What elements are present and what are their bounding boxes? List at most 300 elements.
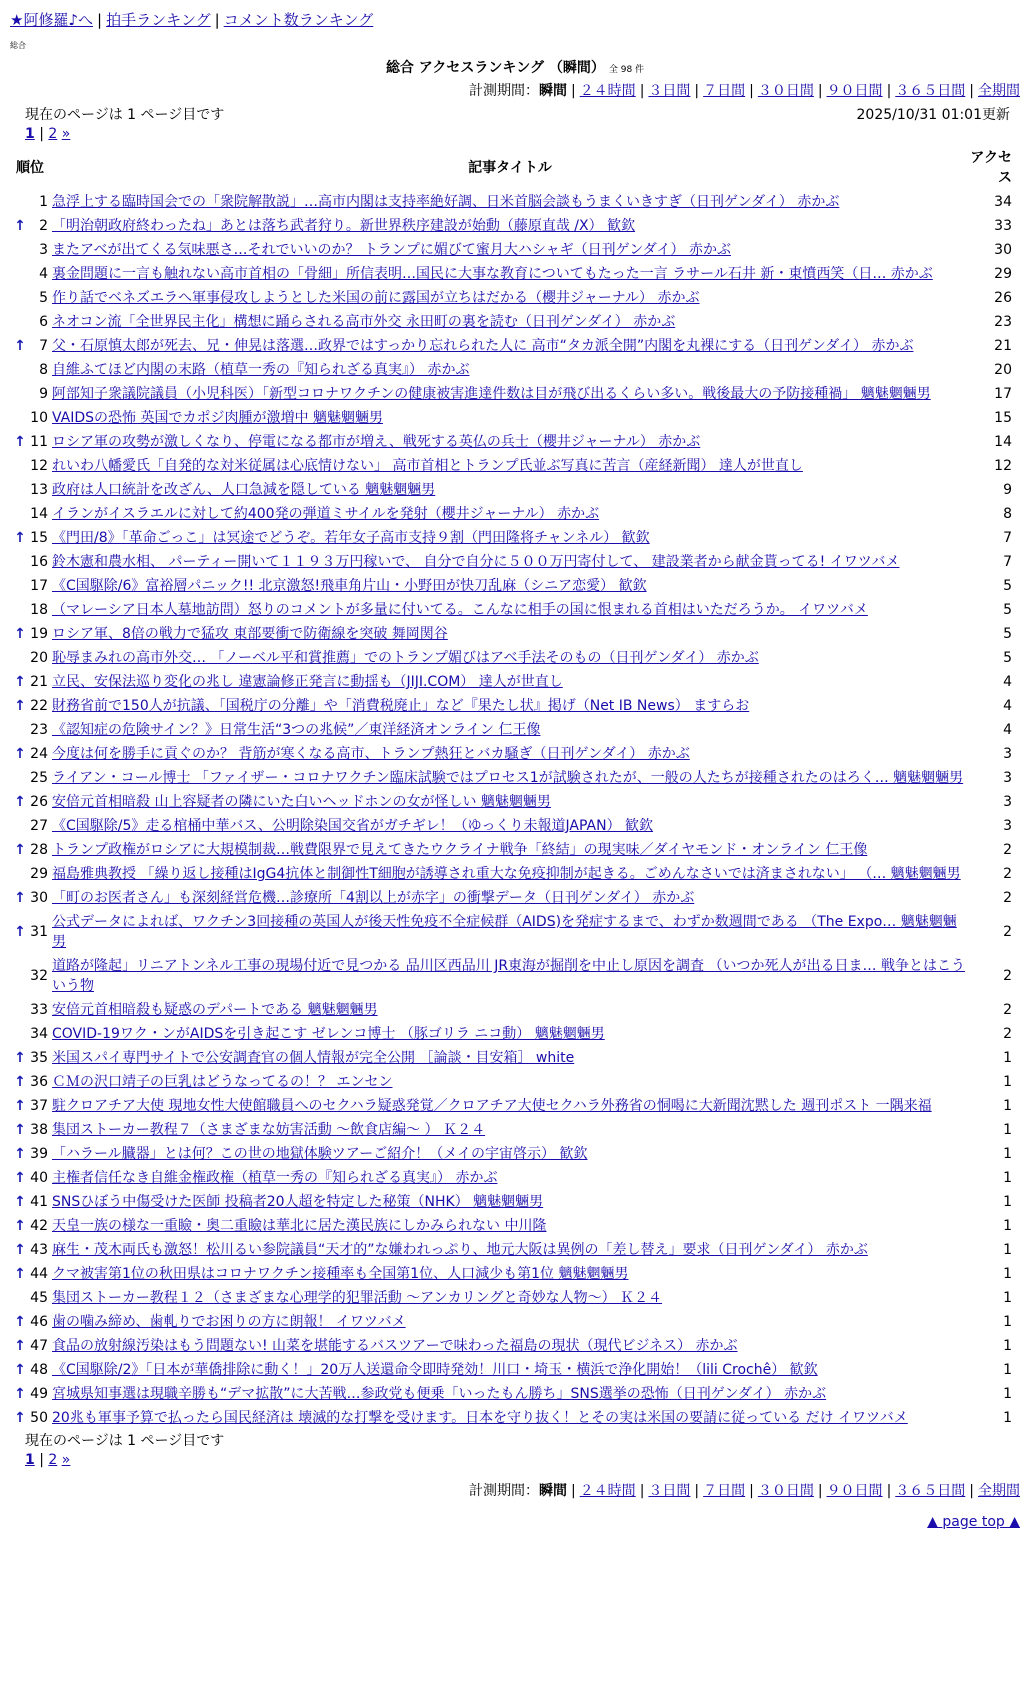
ranking-table xyxy=(10,146,1026,1430)
rank-number: 23 xyxy=(30,722,48,738)
rank-change-cell xyxy=(10,1214,30,1238)
access-count: 2 xyxy=(1003,842,1012,858)
rank-number: 43 xyxy=(30,1242,48,1258)
rank-change-cell xyxy=(10,190,30,214)
access-count: 1 xyxy=(1003,1410,1012,1426)
pager-separator: | xyxy=(39,126,44,142)
table-row xyxy=(10,478,1026,502)
article-link[interactable]: 立民、安保法巡り変化の兆し 違憲論修正発言に動揺も（JIJI.COM） 達人が世直し xyxy=(52,674,563,690)
article-link[interactable]: 「ハラール臓器」とは何？この世の地獄体験ツアーご紹介！（メイの宇宙啓示） 歓欽 xyxy=(52,1146,588,1162)
rank-change-cell xyxy=(10,1118,30,1142)
table-row xyxy=(10,814,1026,838)
access-count: 5 xyxy=(1003,650,1012,666)
rank-header: 順位 xyxy=(16,160,44,176)
up-arrow-icon: ↑ xyxy=(14,434,26,450)
access-count: 2 xyxy=(1003,924,1012,940)
access-count: 21 xyxy=(994,338,1012,354)
access-count: 9 xyxy=(1003,482,1012,498)
period-separator: | xyxy=(886,1483,892,1499)
title-cell xyxy=(50,998,970,1022)
rank-number: 49 xyxy=(30,1386,48,1402)
article-link[interactable]: 安倍元首相暗殺も疑惑のデパートである 魑魅魍魎男 xyxy=(52,1002,378,1018)
period-link[interactable]: ７日間 xyxy=(703,83,746,99)
up-arrow-icon: ↑ xyxy=(14,218,26,234)
article-link[interactable]: 道路が隆起」リニアトンネル工事の現場付近で見つかる 品川区西品川 JR東海が掘削を中止し原因を調査 （いつか死人が出る日ま… 戦争とはこういう物 xyxy=(52,958,965,994)
table-row xyxy=(10,526,1026,550)
rank-change-cell xyxy=(10,954,30,998)
article-link[interactable]: 安倍元首相暗殺 山上容疑者の隣にいた白いヘッドホンの女が怪しい 魑魅魍魎男 xyxy=(52,794,551,810)
period-separator: | xyxy=(969,83,974,99)
period-link[interactable]: ９０日間 xyxy=(826,1483,883,1499)
rank-change-cell xyxy=(10,1334,30,1358)
up-arrow-icon: ↑ xyxy=(14,1194,26,1210)
table-row xyxy=(10,310,1026,334)
rank-change-cell xyxy=(10,1166,30,1190)
up-arrow-icon: ↑ xyxy=(14,1170,26,1186)
rank-change-cell xyxy=(10,430,30,454)
article-link[interactable]: VAIDSの恐怖 英国でカポジ肉腫が激増中 魑魅魍魎男 xyxy=(52,410,383,426)
next-page-link[interactable]: » xyxy=(61,1452,71,1468)
rank-change-cell xyxy=(10,1046,30,1070)
period-link[interactable]: ３日間 xyxy=(648,1483,691,1499)
up-arrow-icon: ↑ xyxy=(14,746,26,762)
rank-number: 35 xyxy=(30,1050,48,1066)
access-count: 12 xyxy=(994,458,1012,474)
title-cell xyxy=(50,1238,970,1262)
rank-change-cell xyxy=(10,1382,30,1406)
article-link[interactable]: 20兆も軍事予算で払ったら国民経済は 壊滅的な打撃を受けます。日本を守り抜く！とその実は米国の要請に従っている だけ イワツバメ xyxy=(52,1410,908,1426)
category-label: 総合 xyxy=(10,41,26,50)
title-cell xyxy=(50,814,970,838)
access-count: 3 xyxy=(1003,818,1012,834)
ranking-title-text: 総合 アクセスランキング （瞬間） xyxy=(385,60,605,76)
article-link[interactable]: ライアン・コール博士 「ファイザー・コロナワクチン臨床試験ではプロセス1が試験されたが、一般の人たちが接種されたのはろく… 魑魅魍魎男 xyxy=(52,770,964,786)
article-link[interactable]: またアベが出てくる気味悪さ…それでいいのか？ トランプに媚びて蜜月大ハシャギ（日刊ゲンダイ） 赤かぶ xyxy=(52,242,731,258)
page-2-link[interactable]: 2 xyxy=(48,1452,58,1468)
page-info-bar-bottom xyxy=(10,1432,1020,1450)
table-row xyxy=(10,1382,1026,1406)
access-count: 1 xyxy=(1003,1122,1012,1138)
rank-number: 27 xyxy=(30,818,48,834)
access-count: 1 xyxy=(1003,1362,1012,1378)
period-link[interactable]: ３０日間 xyxy=(757,1483,814,1499)
period-separator: | xyxy=(817,83,823,99)
access-count: 17 xyxy=(994,386,1012,402)
title-cell xyxy=(50,646,970,670)
rank-change-cell xyxy=(10,670,30,694)
access-count: 1 xyxy=(1003,1338,1012,1354)
rank-number: 25 xyxy=(30,770,48,786)
article-link[interactable]: 阿部知子衆議院議員（小児科医）「新型コロナワクチンの健康被害進達件数は目が飛び出るくらい多い。戦後最大の予防接種禍」 魑魅魍魎男 xyxy=(52,386,931,402)
article-link[interactable]: ロシア軍の攻勢が激しくなり、停電になる都市が増え、戦死する英仏の兵士（櫻井ジャーナル） 赤かぶ xyxy=(52,434,701,450)
title-cell xyxy=(50,1190,970,1214)
rank-number: 47 xyxy=(30,1338,48,1354)
article-link[interactable]: 作り話でベネズエラへ軍事侵攻しようとした米国の前に露国が立ちはだかる（櫻井ジャーナル） 赤かぶ xyxy=(52,290,700,306)
table-row xyxy=(10,1238,1026,1262)
rank-change-cell xyxy=(10,814,30,838)
rank-number: 4 xyxy=(39,266,48,282)
rank-number: 32 xyxy=(30,968,48,984)
rank-change-cell xyxy=(10,998,30,1022)
article-link[interactable]: 集団ストーカー教程１２（さまざまな心理学的犯罪活動 ～アンカリングと奇妙な人物～） Ｋ２４ xyxy=(52,1290,663,1306)
up-arrow-icon: ↑ xyxy=(14,1098,26,1114)
table-row xyxy=(10,430,1026,454)
rank-change-cell xyxy=(10,358,30,382)
page-1-link[interactable]: 1 xyxy=(25,126,35,142)
rank-change-cell xyxy=(10,214,30,238)
title-cell xyxy=(50,1022,970,1046)
article-link[interactable]: 集団ストーカー教程７（さまざまな妨害活動 ～飲食店編～ ） Ｋ２４ xyxy=(52,1122,486,1138)
up-arrow-icon: ↑ xyxy=(14,338,26,354)
article-link[interactable]: トランプ政権がロシアに大規模制裁…戦費限界で見えてきたウクライナ戦争「終結」の現実味／ダイヤモンド・オンライン 仁王像 xyxy=(52,842,868,858)
up-arrow-icon: ↑ xyxy=(14,1338,26,1354)
rank-number: 45 xyxy=(30,1290,48,1306)
table-row xyxy=(10,646,1026,670)
table-row xyxy=(10,1262,1026,1286)
article-link[interactable]: 《C国駆除/6》富裕層パニック!! 北京激怒!飛車角片山・小野田が快刀乱麻（シニア恋愛） 歓欽 xyxy=(52,578,647,594)
rank-change-cell xyxy=(10,286,30,310)
access-count: 8 xyxy=(1003,506,1012,522)
period-link[interactable]: ３６５日間 xyxy=(895,83,966,99)
rank-number: 33 xyxy=(30,1002,48,1018)
article-link[interactable]: 《C国駆除/2》「日本が華僑排除に動く！」20万人送還命令即時発効！川口・埼玉・横浜で浄化開始！（lili Crochê） 歓欽 xyxy=(52,1362,818,1378)
title-cell xyxy=(50,1142,970,1166)
title-cell xyxy=(50,310,970,334)
rank-change-cell xyxy=(10,262,30,286)
table-row xyxy=(10,286,1026,310)
pagination-bottom xyxy=(10,1450,1020,1470)
article-link[interactable]: 宮城県知事選は現職辛勝も“デマ拡散”に大苦戦…参政党も便乗「いったもん勝ち」SNS選挙の恐怖（日刊ゲンダイ） 赤かぶ xyxy=(52,1386,827,1402)
period-link[interactable]: ７日間 xyxy=(703,1483,746,1499)
table-row xyxy=(10,998,1026,1022)
article-link[interactable]: 米国スパイ専門サイトで公安調査官の個人情報が完全公開 ［論談・目安箱］ white xyxy=(52,1050,575,1066)
pager-separator: | xyxy=(39,1452,44,1468)
article-link[interactable]: ロシア軍、8倍の戦力で猛攻 東部要衝で防衛線を突破 舞岡関谷 xyxy=(52,626,448,642)
title-cell xyxy=(50,1382,970,1406)
rank-number: 16 xyxy=(30,554,48,570)
title-cell xyxy=(50,766,970,790)
access-count: 33 xyxy=(994,218,1012,234)
rank-number: 13 xyxy=(30,482,48,498)
access-count: 1 xyxy=(1003,1266,1012,1282)
article-link[interactable]: 麻生・茂木両氏も激怒！松川るい参院議員“天才的”な嫌われっぷり、地元大阪は異例の「差し替え」要求（日刊ゲンダイ） 赤かぶ xyxy=(52,1242,868,1258)
article-link[interactable]: 「明治朝政府終わったね」あとは落ち武者狩り。新世界秩序建設が始動（藤原直哉 /X） 歓欽 xyxy=(52,218,636,234)
rank-number: 19 xyxy=(30,626,48,642)
table-row xyxy=(10,1022,1026,1046)
article-link[interactable]: ＣＭの沢口靖子の巨乳はどうなってるの！？ エンセン xyxy=(52,1074,393,1090)
table-row xyxy=(10,1070,1026,1094)
period-separator: | xyxy=(570,1483,576,1499)
separator: | xyxy=(97,11,103,29)
article-link[interactable]: イランがイスラエルに対して約400発の弾道ミサイルを発射（櫻井ジャーナル） 赤かぶ xyxy=(52,506,600,522)
rank-number: 3 xyxy=(39,242,48,258)
title-cell xyxy=(50,1166,970,1190)
rank-number: 42 xyxy=(30,1218,48,1234)
period-separator: | xyxy=(886,83,892,99)
rank-change-cell xyxy=(10,718,30,742)
title-cell xyxy=(50,526,970,550)
period-link[interactable]: 全期間 xyxy=(978,1483,1020,1499)
rank-number: 2 xyxy=(39,218,48,234)
rank-number: 48 xyxy=(30,1362,48,1378)
rank-change-cell xyxy=(10,526,30,550)
title-cell xyxy=(50,622,970,646)
table-row xyxy=(10,622,1026,646)
next-page-link[interactable]: » xyxy=(61,126,71,142)
table-row xyxy=(10,910,1026,954)
title-cell xyxy=(50,1094,970,1118)
article-link[interactable]: 主権者信任なき自維金権政権（植草一秀の『知られざる真実』） 赤かぶ xyxy=(52,1170,498,1186)
page-2-link[interactable]: 2 xyxy=(48,126,58,142)
access-count: 1 xyxy=(1003,1098,1012,1114)
title-cell xyxy=(50,454,970,478)
rank-change-cell xyxy=(10,334,30,358)
rank-change-cell xyxy=(10,1142,30,1166)
rank-change-cell xyxy=(10,1190,30,1214)
title-cell xyxy=(50,382,970,406)
page-top-link[interactable]: ▲ page top ▲ xyxy=(927,1514,1020,1530)
up-arrow-icon: ↑ xyxy=(14,674,26,690)
article-link[interactable]: 急浮上する臨時国会での「衆院解散説」…高市内閣は支持率絶好調、日米首脳会談もうまくいきすぎ（日刊ゲンダイ） 赤かぶ xyxy=(52,194,840,210)
table-row xyxy=(10,1406,1026,1430)
rank-number: 41 xyxy=(30,1194,48,1210)
item-count: 全 98 件 xyxy=(608,65,645,75)
title-cell xyxy=(50,670,970,694)
period-separator: | xyxy=(749,1483,754,1499)
title-cell xyxy=(50,1310,970,1334)
article-link[interactable]: 《認知症の危険サイン？》日常生活“3つの兆候”／東洋経済オンライン 仁王像 xyxy=(52,722,541,738)
top-navigation xyxy=(10,10,1020,30)
rank-change-cell xyxy=(10,550,30,574)
rank-number: 26 xyxy=(30,794,48,810)
period-separator: | xyxy=(817,1483,823,1499)
period-link[interactable]: ９０日間 xyxy=(826,83,883,99)
ranking-title xyxy=(10,57,1020,77)
article-link[interactable]: 裏金問題に一言も触れない高市首相の「骨細」所信表明…国民に大事な教育についてもたった一言 ラサール石井 新・東憤西笑（日… 赤かぶ xyxy=(52,266,933,282)
access-count: 1 xyxy=(1003,1314,1012,1330)
table-row xyxy=(10,1094,1026,1118)
access-count: 2 xyxy=(1003,968,1012,984)
rank-number: 18 xyxy=(30,602,48,618)
rank-number: 20 xyxy=(30,650,48,666)
article-link[interactable]: 公式データによれば、ワクチン3回接種の英国人が後天性免疫不全症候群（AIDS)を発症するまで、わずか数週間である （The Expo… 魑魅魍魎男 xyxy=(52,914,957,950)
access-count: 26 xyxy=(994,290,1012,306)
rank-number: 37 xyxy=(30,1098,48,1114)
access-count: 34 xyxy=(994,194,1012,210)
up-arrow-icon: ↑ xyxy=(14,1410,26,1426)
title-cell xyxy=(50,238,970,262)
access-count: 1 xyxy=(1003,1194,1012,1210)
table-row xyxy=(10,1118,1026,1142)
rank-change-cell xyxy=(10,1406,30,1430)
period-label: 計測期間： xyxy=(468,1483,539,1499)
title-cell xyxy=(50,1118,970,1142)
table-row xyxy=(10,718,1026,742)
current-page-text: 現在のページは 1 ページ目です xyxy=(25,107,225,123)
access-count: 7 xyxy=(1003,530,1012,546)
up-arrow-icon: ↑ xyxy=(14,890,26,906)
rank-change-cell xyxy=(10,1358,30,1382)
period-current: 瞬間 xyxy=(538,1483,567,1499)
up-arrow-icon: ↑ xyxy=(14,1386,26,1402)
rank-number: 17 xyxy=(30,578,48,594)
period-link[interactable]: ２４時間 xyxy=(579,83,636,99)
up-arrow-icon: ↑ xyxy=(14,1242,26,1258)
table-row xyxy=(10,742,1026,766)
rank-change-cell xyxy=(10,1310,30,1334)
up-arrow-icon: ↑ xyxy=(14,842,26,858)
rank-number: 44 xyxy=(30,1266,48,1282)
up-arrow-icon: ↑ xyxy=(14,1218,26,1234)
period-separator: | xyxy=(694,1483,700,1499)
rank-number: 29 xyxy=(30,866,48,882)
table-row xyxy=(10,766,1026,790)
period-separator: | xyxy=(694,83,700,99)
table-row xyxy=(10,1166,1026,1190)
up-arrow-icon: ↑ xyxy=(14,924,26,940)
table-row xyxy=(10,862,1026,886)
access-count: 30 xyxy=(994,242,1012,258)
period-link[interactable]: 全期間 xyxy=(978,83,1020,99)
table-row xyxy=(10,214,1026,238)
title-cell xyxy=(50,838,970,862)
period-link[interactable]: ２４時間 xyxy=(579,1483,636,1499)
title-cell xyxy=(50,718,970,742)
title-cell xyxy=(50,334,970,358)
title-cell xyxy=(50,790,970,814)
table-row xyxy=(10,334,1026,358)
rank-change-cell xyxy=(10,478,30,502)
period-link[interactable]: ３０日間 xyxy=(757,83,814,99)
article-link[interactable]: クマ被害第1位の秋田県はコロナワクチン接種率も全国第1位、人口減少も第1位 魑魅魍魎男 xyxy=(52,1266,629,1282)
rank-number: 9 xyxy=(39,386,48,402)
title-cell xyxy=(50,1070,970,1094)
table-row xyxy=(10,238,1026,262)
article-link[interactable]: 福島雅典教授 「繰り返し接種はIgG4抗体と制御性T細胞が誘導され重大な免疫抑制が起きる。ごめんなさいでは済まされない」 （… 魑魅魍魎男 xyxy=(52,866,961,882)
title-cell xyxy=(50,1334,970,1358)
rank-change-cell xyxy=(10,622,30,646)
article-link[interactable]: 財務省前で150人が抗議、「国税庁の分離」や「消費税廃止」など『果たし状』掲げ（Net IB News） ますらお xyxy=(52,698,750,714)
page-top-container xyxy=(10,1514,1020,1530)
clap-ranking-link[interactable]: 拍手ランキング xyxy=(106,11,211,29)
access-count: 1 xyxy=(1003,1146,1012,1162)
rank-change-cell xyxy=(10,502,30,526)
table-row xyxy=(10,598,1026,622)
article-link[interactable]: 父・石原慎太郎が死去、兄・伸晃は落選…政界ではすっかり忘れられた人に 高市“タカ派全開”内閣を丸裸にする（日刊ゲンダイ） 赤かぶ xyxy=(52,338,914,354)
rank-change-cell xyxy=(10,1238,30,1262)
title-cell xyxy=(50,1406,970,1430)
table-row xyxy=(10,790,1026,814)
table-row xyxy=(10,1190,1026,1214)
rank-change-cell xyxy=(10,694,30,718)
separator: | xyxy=(214,11,220,29)
title-cell xyxy=(50,1214,970,1238)
home-link[interactable]: ★阿修羅♪へ xyxy=(10,11,94,29)
rank-number: 38 xyxy=(30,1122,48,1138)
article-link[interactable]: 自維ふてほど内閣の末路（植草一秀の『知られざる真実』） 赤かぶ xyxy=(52,362,470,378)
table-row xyxy=(10,382,1026,406)
rank-change-cell xyxy=(10,1022,30,1046)
page-info-bar xyxy=(10,106,1020,124)
access-count: 2 xyxy=(1003,866,1012,882)
period-separator: | xyxy=(639,83,645,99)
article-link[interactable]: （マレーシア日本人墓地訪問）怒りのコメントが多量に付いてる。こんなに相手の国に恨まれる首相はいただろうか。 イワツバメ xyxy=(52,602,868,618)
article-link[interactable]: ネオコン流「全世界民主化」構想に踊らされる高市外交 永田町の裏を読む（日刊ゲンダイ） 赤かぶ xyxy=(52,314,676,330)
article-link[interactable]: 《門田/8》「革命ごっこ」は冥途でどうぞ。若年女子高市支持９割（門田隆将チャンネル） 歓欽 xyxy=(52,530,650,546)
rank-number: 28 xyxy=(30,842,48,858)
period-link[interactable]: ３日間 xyxy=(648,83,691,99)
rank-change-cell xyxy=(10,598,30,622)
period-current: 瞬間 xyxy=(538,83,567,99)
article-link[interactable]: 鈴木憲和農水相、 パーティー開いて１１９３万円稼いで、 自分で自分に５００万円寄付して、 建設業者から献金貰ってる! イワツバメ xyxy=(52,554,900,570)
article-link[interactable]: 駐クロアチア大使 現地女性大使館職員へのセクハラ疑惑発覚／クロアチア大使セクハラ外務省の恫喝に大新聞沈黙した 週刊ポスト 一隅来福 xyxy=(52,1098,932,1114)
title-cell xyxy=(50,742,970,766)
article-link[interactable]: れいわ八幡愛氏「自発的な対米従属は心底情けない」 高市首相とトランプ氏並ぶ写真に苦言（産経新聞） 達人が世直し xyxy=(52,458,803,474)
rank-number: 11 xyxy=(30,434,48,450)
access-header: アクセス xyxy=(970,150,1012,186)
access-count: 1 xyxy=(1003,1218,1012,1234)
title-cell xyxy=(50,262,970,286)
access-count: 2 xyxy=(1003,1026,1012,1042)
rank-change-cell xyxy=(10,310,30,334)
rank-change-cell xyxy=(10,766,30,790)
access-count: 4 xyxy=(1003,722,1012,738)
table-row xyxy=(10,838,1026,862)
table-row xyxy=(10,954,1026,998)
access-count: 1 xyxy=(1003,1386,1012,1402)
article-link[interactable]: 政府は人口統計を改ざん、人口急減を隠している 魑魅魍魎男 xyxy=(52,482,436,498)
period-separator: | xyxy=(570,83,576,99)
rank-change-cell xyxy=(10,1286,30,1310)
period-link[interactable]: ３６５日間 xyxy=(895,1483,966,1499)
rank-number: 6 xyxy=(39,314,48,330)
article-link[interactable]: COVID-19ワク・ンがAIDSを引き起こす ゼレンコ博士 （豚ゴリラ ニコ動） 魑魅魍魎男 xyxy=(52,1026,605,1042)
table-row xyxy=(10,670,1026,694)
rank-change-cell xyxy=(10,238,30,262)
table-row xyxy=(10,1142,1026,1166)
article-link[interactable]: 《C国駆除/5》走る棺桶中華バス、公明除染国交省がガチギレ！（ゆっくり未報道JAPAN） 歓欽 xyxy=(52,818,654,834)
title-cell xyxy=(50,910,970,954)
article-link[interactable]: 食品の放射線汚染はもう問題ない! 山菜を堪能するバスツアーで味わった福島の現状（現代ビジネス） 赤かぶ xyxy=(52,1338,738,1354)
article-link[interactable]: 恥辱まみれの高市外交… 「ノーベル平和賞推薦」でのトランプ媚びはアベ手法そのもの（日刊ゲンダイ） 赤かぶ xyxy=(52,650,759,666)
access-count: 15 xyxy=(994,410,1012,426)
title-cell xyxy=(50,406,970,430)
article-link[interactable]: 「町のお医者さん」も深刻経営危機…診療所「4割以上が赤字」の衝撃データ（日刊ゲンダイ） 赤かぶ xyxy=(52,890,695,906)
article-link[interactable]: 今度は何を勝手に貢ぐのか？ 背筋が寒くなる高市、トランプ熱狂とバカ騒ぎ（日刊ゲンダイ） 赤かぶ xyxy=(52,746,690,762)
title-cell xyxy=(50,190,970,214)
table-row xyxy=(10,502,1026,526)
page-1-link[interactable]: 1 xyxy=(25,1452,35,1468)
rank-change-cell xyxy=(10,1094,30,1118)
up-arrow-icon: ↑ xyxy=(14,1146,26,1162)
access-count: 1 xyxy=(1003,1170,1012,1186)
rank-change-cell xyxy=(10,910,30,954)
table-row xyxy=(10,1310,1026,1334)
article-link[interactable]: SNSひぼう中傷受けた医師 投稿者20人超を特定した秘策（NHK） 魑魅魍魎男 xyxy=(52,1194,544,1210)
ranking-rows xyxy=(10,190,1026,1430)
access-count: 4 xyxy=(1003,698,1012,714)
comment-ranking-link[interactable]: コメント数ランキング xyxy=(223,11,374,29)
rank-number: 46 xyxy=(30,1314,48,1330)
title-cell xyxy=(50,1046,970,1070)
rank-number: 7 xyxy=(39,338,48,354)
table-row xyxy=(10,574,1026,598)
title-cell xyxy=(50,694,970,718)
article-link[interactable]: 天皇一族の様な一重瞼・奥二重瞼は華北に居た漢民族にしかみられない 中川隆 xyxy=(52,1218,547,1234)
title-cell xyxy=(50,502,970,526)
table-row xyxy=(10,406,1026,430)
article-link[interactable]: 歯の噛み締め、歯軋りでお困りの方に朗報！ イワツバメ xyxy=(52,1314,406,1330)
